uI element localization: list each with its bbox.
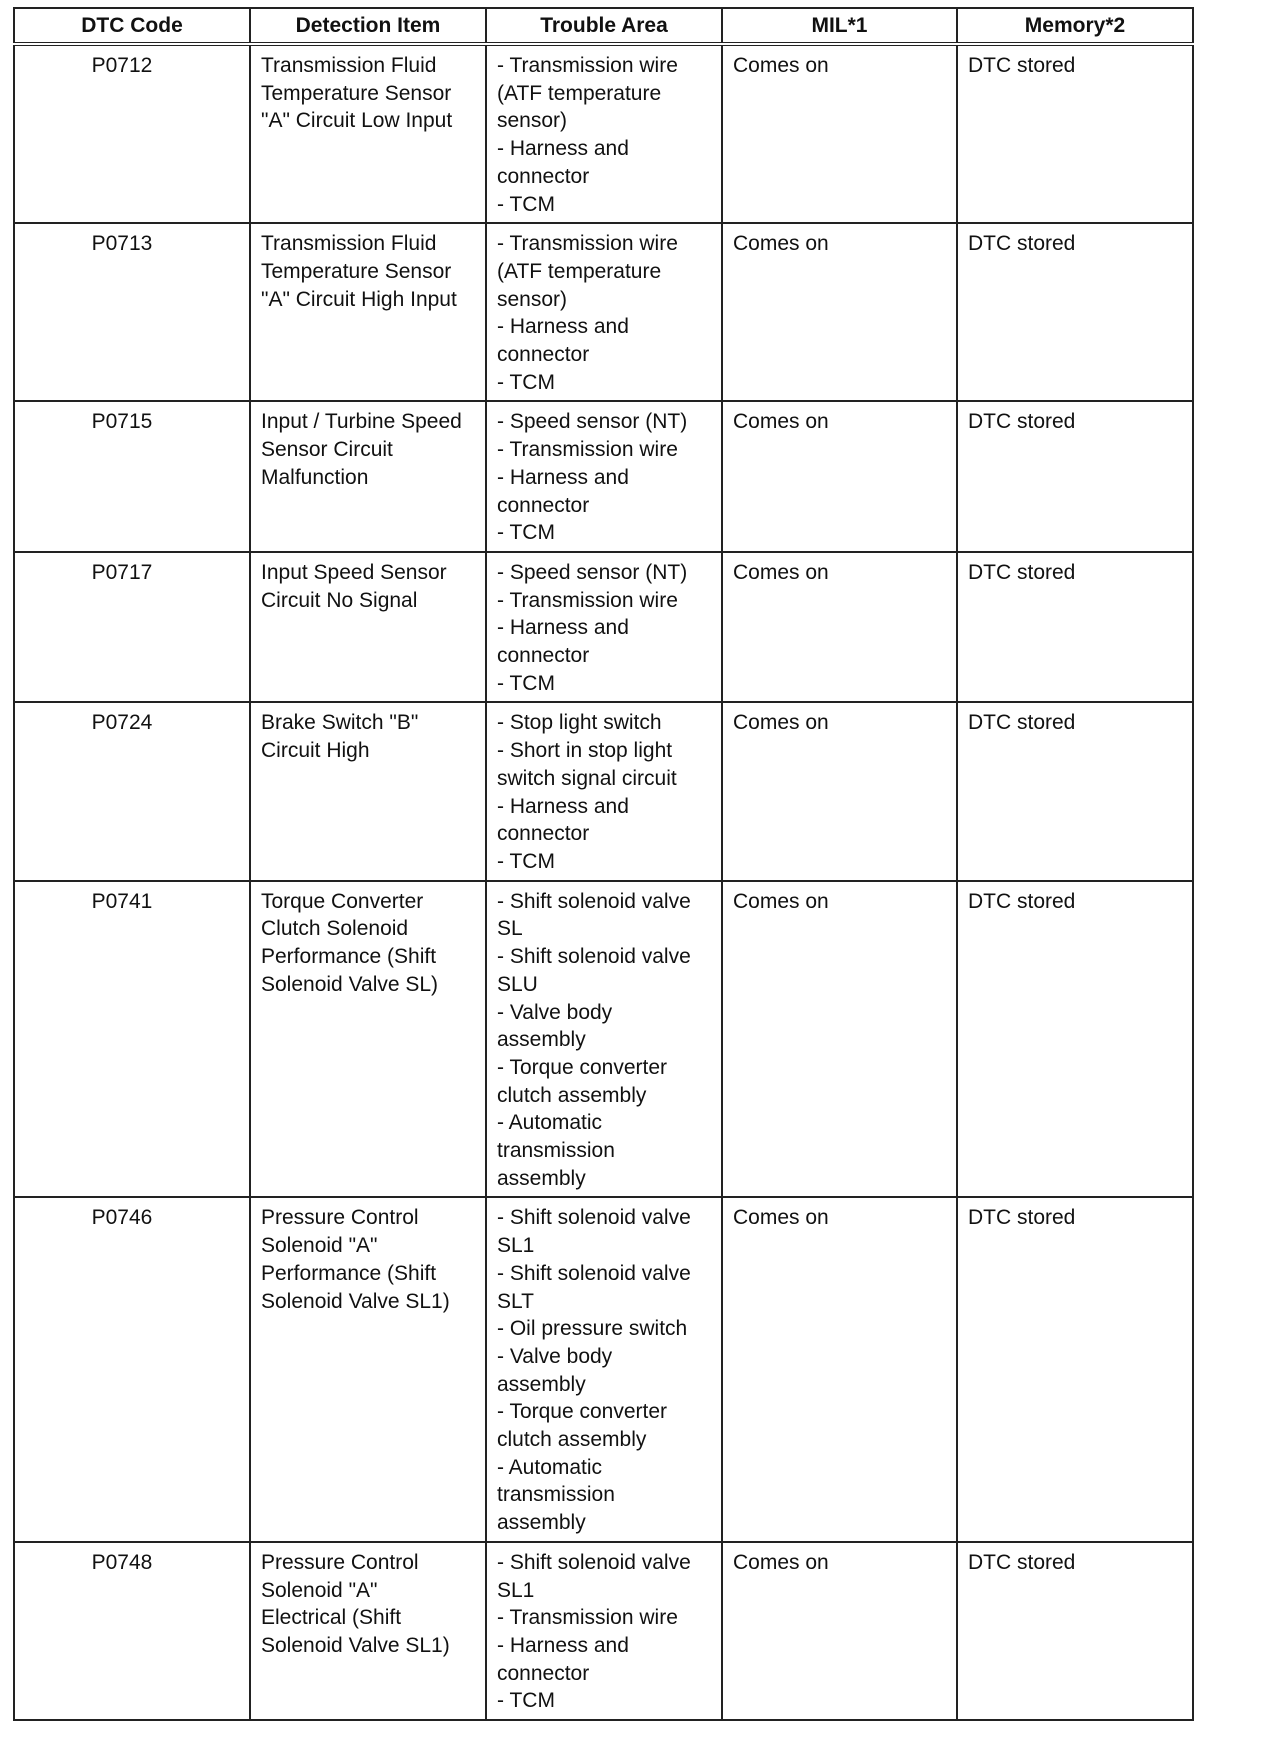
header-detection-item: Detection Item	[250, 8, 486, 44]
mil-cell: Comes on	[722, 702, 957, 880]
table-row	[14, 702, 1193, 880]
table-row	[14, 881, 1193, 1198]
mil-cell: Comes on	[722, 881, 957, 1198]
trouble-area-cell: - Shift solenoid valve SL1 - Shift solenoid valve SLT - Oil pressure switch - Valve body assembly - Torque converter clutch assembly - Automatic transmission assembly	[486, 1197, 722, 1541]
memory-cell: DTC stored	[957, 1197, 1193, 1541]
detection-item-cell: Torque Converter Clutch Solenoid Performance (Shift Solenoid Valve SL)	[250, 881, 486, 1198]
dtc-code-cell: P0746	[14, 1197, 250, 1541]
table-row	[14, 552, 1193, 703]
trouble-area-cell: - Shift solenoid valve SL - Shift solenoid valve SLU - Valve body assembly - Torque converter clutch assembly - Automatic transmission assembly	[486, 881, 722, 1198]
memory-cell: DTC stored	[957, 881, 1193, 1198]
table-row	[14, 223, 1193, 401]
trouble-area-cell: - Stop light switch - Short in stop light switch signal circuit - Harness and connector - TCM	[486, 702, 722, 880]
dtc-code-cell: P0712	[14, 44, 250, 223]
header-dtc-code: DTC Code	[14, 8, 250, 44]
detection-item-cell: Brake Switch "B" Circuit High	[250, 702, 486, 880]
dtc-code-cell: P0715	[14, 401, 250, 552]
header-trouble-area: Trouble Area	[486, 8, 722, 44]
mil-cell: Comes on	[722, 552, 957, 703]
mil-cell: Comes on	[722, 223, 957, 401]
table-body	[14, 44, 1193, 1720]
memory-cell: DTC stored	[957, 1542, 1193, 1720]
mil-cell: Comes on	[722, 1197, 957, 1541]
mil-cell: Comes on	[722, 1542, 957, 1720]
detection-item-cell: Transmission Fluid Temperature Sensor "A" Circuit Low Input	[250, 44, 486, 223]
trouble-area-cell: - Shift solenoid valve SL1 - Transmission wire - Harness and connector - TCM	[486, 1542, 722, 1720]
mil-cell: Comes on	[722, 401, 957, 552]
trouble-area-cell: - Transmission wire (ATF temperature sensor) - Harness and connector - TCM	[486, 44, 722, 223]
dtc-code-cell: P0713	[14, 223, 250, 401]
memory-cell: DTC stored	[957, 702, 1193, 880]
mil-cell: Comes on	[722, 44, 957, 223]
detection-item-cell: Input / Turbine Speed Sensor Circuit Malfunction	[250, 401, 486, 552]
dtc-code-cell: P0748	[14, 1542, 250, 1720]
dtc-code-cell: P0724	[14, 702, 250, 880]
detection-item-cell: Transmission Fluid Temperature Sensor "A" Circuit High Input	[250, 223, 486, 401]
header-row	[14, 8, 1193, 44]
memory-cell: DTC stored	[957, 223, 1193, 401]
detection-item-cell: Pressure Control Solenoid "A" Electrical (Shift Solenoid Valve SL1)	[250, 1542, 486, 1720]
table-row	[14, 1542, 1193, 1720]
memory-cell: DTC stored	[957, 44, 1193, 223]
detection-item-cell: Pressure Control Solenoid "A" Performance (Shift Solenoid Valve SL1)	[250, 1197, 486, 1541]
table-header	[14, 8, 1193, 44]
table-row	[14, 1197, 1193, 1541]
trouble-area-cell: - Transmission wire (ATF temperature sensor) - Harness and connector - TCM	[486, 223, 722, 401]
table-row	[14, 401, 1193, 552]
memory-cell: DTC stored	[957, 401, 1193, 552]
trouble-area-cell: - Speed sensor (NT) - Transmission wire - Harness and connector - TCM	[486, 552, 722, 703]
dtc-code-cell: P0741	[14, 881, 250, 1198]
header-mil: MIL*1	[722, 8, 957, 44]
header-memory: Memory*2	[957, 8, 1193, 44]
trouble-area-cell: - Speed sensor (NT) - Transmission wire - Harness and connector - TCM	[486, 401, 722, 552]
memory-cell: DTC stored	[957, 552, 1193, 703]
table-row	[14, 44, 1193, 223]
detection-item-cell: Input Speed Sensor Circuit No Signal	[250, 552, 486, 703]
dtc-code-cell: P0717	[14, 552, 250, 703]
dtc-table	[13, 7, 1194, 1721]
